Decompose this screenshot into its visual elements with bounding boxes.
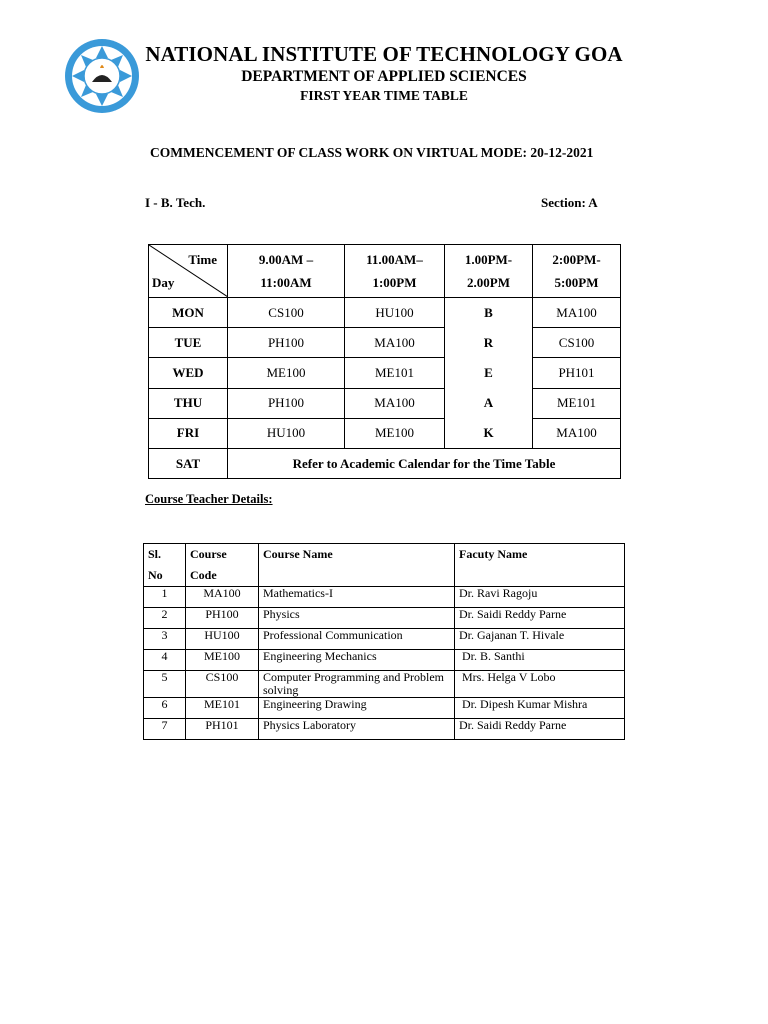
slot-header: 9.00AM – 11:00AM — [228, 245, 345, 298]
col-header-name: Course Name — [259, 544, 455, 587]
section-label: Section: A — [541, 195, 598, 210]
day-cell: TUE — [149, 328, 228, 358]
break-cell: B R E A K — [445, 298, 533, 449]
course-cell: ME100 — [345, 418, 445, 448]
day-cell: WED — [149, 358, 228, 388]
table-row: 5 CS100 Computer Programming and Problem solving Mrs. Helga V Lobo — [144, 671, 625, 698]
table-row: 4 ME100 Engineering Mechanics Dr. B. Santhi — [144, 650, 625, 671]
slot-header: 11.00AM– 1:00PM — [345, 245, 445, 298]
timetable-row — [149, 298, 621, 328]
program-label: I - B. Tech. — [145, 195, 206, 210]
course-cell: MA100 — [533, 418, 621, 448]
department-name: DEPARTMENT OF APPLIED SCIENCES — [241, 68, 527, 85]
col-header-faculty: Facuty Name — [455, 544, 625, 587]
timetable-row-saturday — [149, 449, 621, 479]
course-cell: ME101 — [533, 388, 621, 418]
day-cell: THU — [149, 388, 228, 418]
course-cell: PH100 — [228, 328, 345, 358]
table-row: 2 PH100 Physics Dr. Saidi Reddy Parne — [144, 608, 625, 629]
course-teacher-table — [143, 543, 625, 740]
day-cell: FRI — [149, 418, 228, 448]
document-title: FIRST YEAR TIME TABLE — [300, 88, 468, 103]
saturday-note: Refer to Academic Calendar for the Time Table — [228, 449, 621, 479]
course-cell: CS100 — [533, 328, 621, 358]
course-cell: HU100 — [345, 298, 445, 328]
timetable-row — [149, 418, 621, 448]
timetable — [148, 244, 621, 479]
table-row: 3 HU100 Professional Communication Dr. Gajanan T. Hivale — [144, 629, 625, 650]
course-cell: ME101 — [345, 358, 445, 388]
timetable-header-row — [149, 245, 621, 298]
course-cell: PH101 — [533, 358, 621, 388]
institute-logo — [64, 38, 140, 114]
commencement-note: COMMENCEMENT OF CLASS WORK ON VIRTUAL MODE: 20-12-2021 — [150, 145, 594, 160]
course-table-header-row — [144, 544, 625, 587]
course-cell: MA100 — [533, 298, 621, 328]
course-cell: PH100 — [228, 388, 345, 418]
timetable-row — [149, 388, 621, 418]
table-row: 7 PH101 Physics Laboratory Dr. Saidi Reddy Parne — [144, 719, 625, 740]
slot-header: 2:00PM- 5:00PM — [533, 245, 621, 298]
table-row: 1 MA100 Mathematics-I Dr. Ravi Ragoju — [144, 587, 625, 608]
time-day-corner-cell — [149, 245, 228, 298]
course-cell: MA100 — [345, 388, 445, 418]
table-row: 6 ME101 Engineering Drawing Dr. Dipesh Kumar Mishra — [144, 698, 625, 719]
col-header-code: Course Code — [186, 544, 259, 587]
course-cell: HU100 — [228, 418, 345, 448]
institute-name: NATIONAL INSTITUTE OF TECHNOLOGY GOA — [145, 42, 623, 66]
timetable-row — [149, 358, 621, 388]
time-label: Time — [188, 252, 217, 267]
day-cell: MON — [149, 298, 228, 328]
day-label: Day — [152, 275, 175, 290]
course-cell: CS100 — [228, 298, 345, 328]
course-cell: ME100 — [228, 358, 345, 388]
timetable-row — [149, 328, 621, 358]
col-header-sl: Sl. No — [144, 544, 186, 587]
course-teacher-heading: Course Teacher Details: — [145, 492, 273, 506]
course-cell: MA100 — [345, 328, 445, 358]
day-cell: SAT — [149, 449, 228, 479]
slot-header: 1.00PM- 2.00PM — [445, 245, 533, 298]
